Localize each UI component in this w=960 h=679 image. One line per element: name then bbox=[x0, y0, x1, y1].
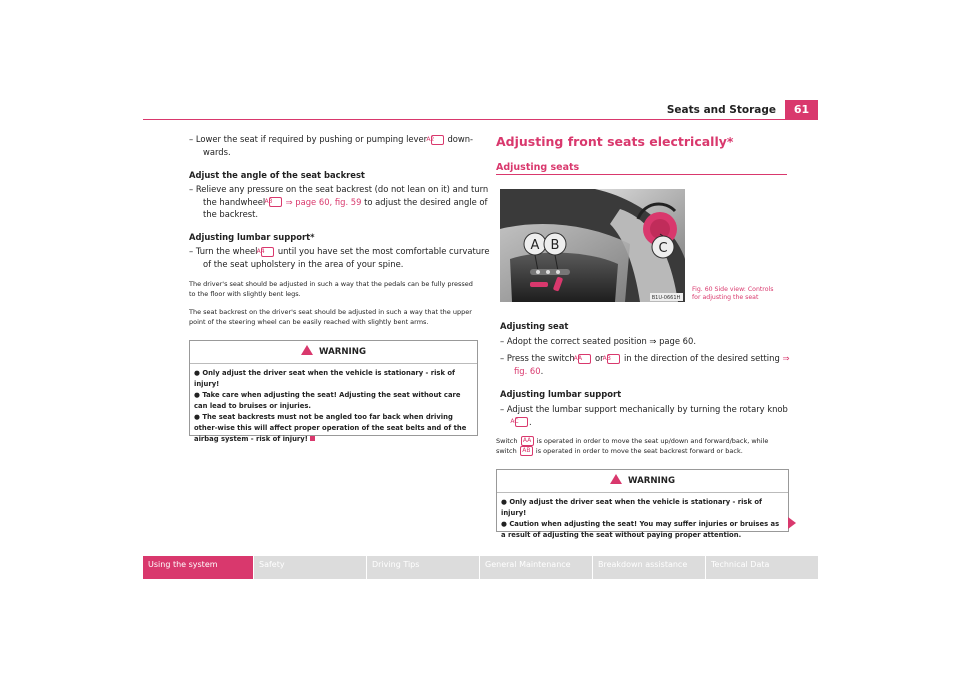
header-divider bbox=[143, 119, 818, 120]
seat-illustration bbox=[500, 189, 685, 302]
next-page-arrow-icon[interactable] bbox=[788, 517, 796, 529]
control-key-ab: AB bbox=[520, 446, 533, 456]
note-pedals: The driver's seat should be adjusted in such a way that the pedals can be fully pressed to the floor with slightly bent legs. bbox=[189, 280, 473, 299]
warning-body bbox=[497, 493, 788, 545]
section-end-icon bbox=[310, 436, 315, 441]
control-key-a2: A2 bbox=[431, 135, 444, 145]
page-reference-link[interactable]: ⇒ page 60, fig. 59 bbox=[285, 196, 362, 207]
warning-triangle-icon bbox=[610, 474, 622, 484]
warning-triangle-icon bbox=[301, 345, 313, 355]
control-key-a3: A3 bbox=[269, 197, 282, 207]
figure-code: B1U-0661H bbox=[651, 295, 681, 301]
step-lower-seat: – Lower the seat if required by pushing or pumping lever A2 down-wards. bbox=[189, 134, 474, 157]
warning-item: ● The seat backrests must not be angled too far back when driving other-wise this will affect proper operation of the seat belts and of the airbag system - risk of injury! bbox=[194, 413, 467, 443]
warning-body bbox=[190, 364, 477, 449]
control-key-ab: AB bbox=[607, 354, 620, 364]
step-lumbar-right: – Adjust the lumbar support mechanically by turning the rotary knob AC . bbox=[500, 404, 788, 427]
figure-label-c: C bbox=[658, 241, 668, 256]
footer-tab-technical-data[interactable]: Technical Data bbox=[706, 556, 818, 579]
step-press-switch: – Press the switch AA or AB in the direction of the desired setting ⇒ fig. 60. bbox=[500, 353, 790, 376]
figure-caption: Fig. 60 Side view: Controls for adjusting the seat bbox=[692, 286, 774, 301]
note-steering: The seat backrest on the driver's seat should be adjusted in such a way that the upper point of the steering wheel can be easily reached with slightly bent arms. bbox=[189, 308, 472, 327]
footer-tab-using-the-system[interactable]: Using the system bbox=[143, 556, 253, 579]
heading-lumbar-left: Adjusting lumbar support* bbox=[189, 232, 315, 242]
note-switches: Switch AA is operated in order to move the seat up/down and forward/back, while switch AB is operated in order to move the seat backrest forward or back. bbox=[496, 437, 769, 456]
heading-lumbar-right: Adjusting lumbar support bbox=[500, 389, 622, 399]
page-number: 61 bbox=[785, 100, 818, 119]
control-key-a4: A4 bbox=[261, 247, 274, 257]
section-subtitle: Adjusting seats bbox=[496, 162, 580, 173]
footer-tab-safety[interactable]: Safety bbox=[254, 556, 366, 579]
page-header-title: Seats and Storage bbox=[666, 104, 776, 116]
warning-box-right bbox=[496, 469, 789, 539]
warning-header: WARNING bbox=[190, 341, 477, 364]
section-title: Adjusting front seats electrically* bbox=[496, 134, 734, 149]
heading-backrest: Adjust the angle of the seat backrest bbox=[189, 170, 365, 180]
footer-tab-general-maintenance[interactable]: General Maintenance bbox=[480, 556, 592, 579]
footer-tab-driving-tips[interactable]: Driving Tips bbox=[367, 556, 479, 579]
step-backrest: – Relieve any pressure on the seat backrest (do not lean on it) and turn the handwheel A3 ⇒ page 60, fig. 59 to adjust the desired angle of the backrest. bbox=[189, 184, 489, 219]
warning-item: ● Only adjust the driver seat when the vehicle is stationary - risk of injury! bbox=[501, 498, 762, 517]
footer-tab-breakdown-assistance[interactable]: Breakdown assistance bbox=[593, 556, 705, 579]
warning-item: ● Only adjust the driver seat when the vehicle is stationary - risk of injury! bbox=[194, 369, 455, 388]
control-key-aa: AA bbox=[521, 436, 534, 446]
figure-label-b: B bbox=[550, 238, 560, 253]
control-key-ac: AC bbox=[515, 417, 528, 427]
step-adopt-position: – Adopt the correct seated position ⇒ page 60. bbox=[500, 336, 697, 346]
figure-seat-controls bbox=[500, 189, 685, 302]
warning-box-left bbox=[189, 340, 478, 443]
warning-item: ● Take care when adjusting the seat! Adjusting the seat without care can lead to bruises or injuries. bbox=[194, 391, 461, 410]
subtitle-divider bbox=[496, 174, 787, 175]
figure-label-a: A bbox=[530, 238, 540, 253]
warning-item: ● Caution when adjusting the seat! You may suffer injuries or bruises as a result of adjusting the seat without paying proper attention. bbox=[501, 520, 780, 539]
figure-reference-link[interactable]: ⇒ fig. 60 bbox=[514, 353, 790, 376]
heading-adjusting-seat: Adjusting seat bbox=[500, 321, 569, 331]
control-key-aa: AA bbox=[578, 354, 591, 364]
step-lumbar-left: – Turn the wheel A4 until you have set the most comfortable curvature of the seat upholstery in the area of your spine. bbox=[189, 246, 490, 269]
warning-header: WARNING bbox=[497, 470, 788, 493]
